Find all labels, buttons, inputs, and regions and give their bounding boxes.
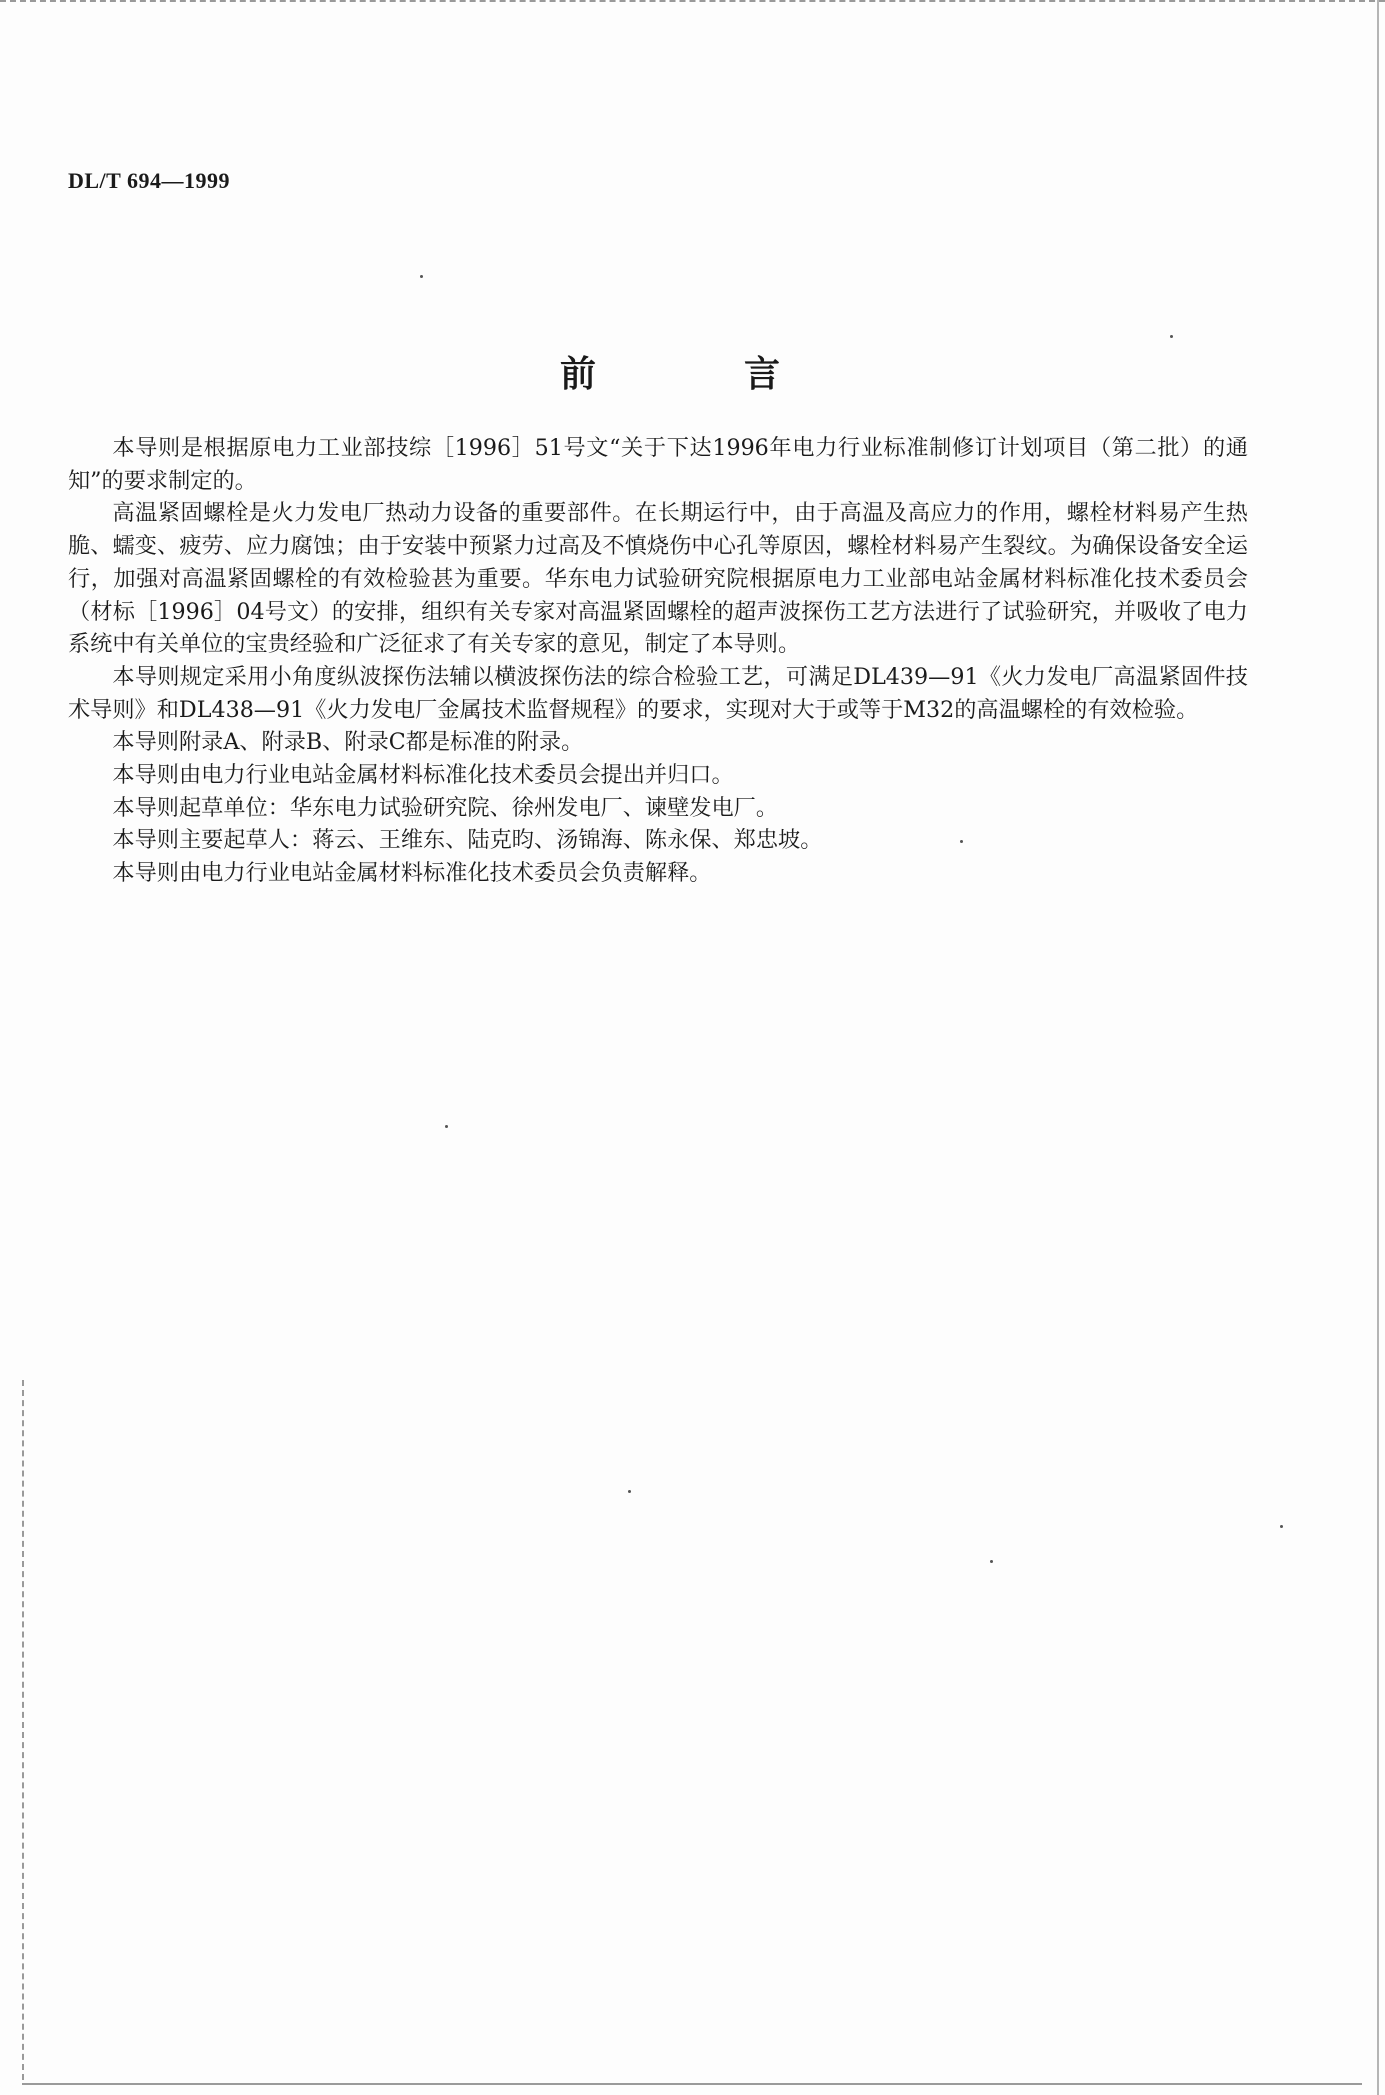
scan-speck bbox=[1170, 335, 1173, 338]
scan-bottom-edge bbox=[22, 2083, 1362, 2085]
scan-left-edge bbox=[22, 1380, 24, 2080]
paragraph-1: 本导则是根据原电力工业部技综［1996］51号文“关于下达1996年电力行业标准制修订计划项目（第二批）的通知”的要求制定的。 bbox=[68, 435, 1248, 494]
page-title bbox=[560, 346, 780, 397]
standard-code: DL/T 694—1999 bbox=[68, 168, 230, 193]
paragraph-7: 本导则主要起草人：蒋云、王维东、陆克昀、汤锦海、陈永保、郑忠坡。 bbox=[112, 827, 823, 854]
paragraph-6: 本导则起草单位：华东电力试验研究院、徐州发电厂、谏壁发电厂。 bbox=[112, 794, 779, 821]
scan-speck bbox=[1280, 1525, 1283, 1528]
scan-speck bbox=[990, 1560, 993, 1563]
paragraph-5: 本导则由电力行业电站金属材料标准化技术委员会提出并归口。 bbox=[112, 762, 734, 789]
paragraph-2: 高温紧固螺栓是火力发电厂热动力设备的重要部件。在长期运行中，由于高温及高应力的作用，螺栓材料易产生热脆、蠕变、疲劳、应力腐蚀；由于安装中预紧力过高及不慎烧伤中心孔等原因，螺栓材料易产生裂纹。为确保设备安全运行，加强对高温紧固螺栓的有效检验甚为重要。华东电力试验研究院根据原电力工业部电站金属材料标准化技术委员会（材标［1996］04号文）的安排，组织有关专家对高温紧固螺栓的超声波探伤工艺方法进行了试验研究，并吸收了电力系统中有关单位的宝贵经验和广泛征求了有关专家的意见，制定了本导则。 bbox=[68, 500, 1248, 658]
scan-speck bbox=[960, 840, 963, 843]
scan-top-edge bbox=[0, 0, 1385, 6]
scan-speck bbox=[628, 1490, 631, 1493]
scan-speck bbox=[445, 1125, 448, 1128]
title-char-2: 言 bbox=[743, 353, 780, 395]
foreword-body bbox=[68, 432, 1248, 890]
title-char-1: 前 bbox=[560, 353, 597, 395]
paragraph-4: 本导则附录A、附录B、附录C都是标准的附录。 bbox=[112, 729, 584, 756]
paragraph-3: 本导则规定采用小角度纵波探伤法辅以横波探伤法的综合检验工艺，可满足DL439—91《火力发电厂高温紧固件技术导则》和DL438—91《火力发电厂金属技术监督规程》的要求，实现对大于或等于M32的高温螺栓的有效检验。 bbox=[68, 663, 1248, 723]
scan-speck bbox=[420, 275, 423, 278]
scan-right-edge bbox=[1377, 0, 1379, 2095]
paragraph-8: 本导则由电力行业电站金属材料标准化技术委员会负责解释。 bbox=[112, 860, 712, 887]
